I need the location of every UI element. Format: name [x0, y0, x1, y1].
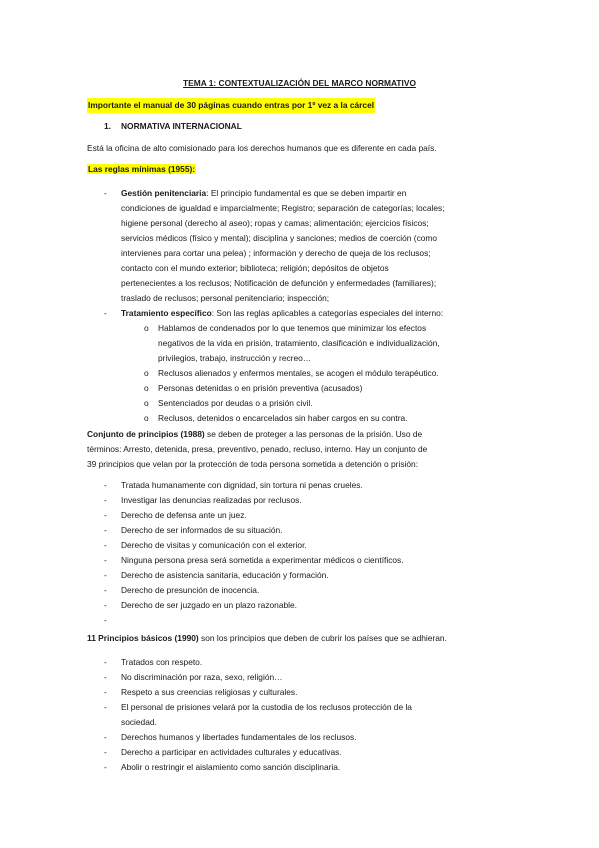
dash-bullet: -: [104, 687, 107, 697]
dash-bullet: -: [104, 188, 107, 198]
list-item: - Derecho de asistencia sanitaria, educación y formación.: [104, 568, 518, 583]
list-item: - Derecho de ser informados de su situación.: [104, 523, 518, 538]
conjunto-heading: Conjunto de principios (1988): [87, 429, 205, 439]
conjunto-list: [104, 478, 518, 625]
dash-bullet: -: [104, 540, 107, 550]
conjunto-paragraph: Conjunto de principios (1988) se deben de proteger a las personas de la prisión. Uso de términos: Arresto, detenida, presa, preventivo, penado, recluso, interno. Hay un conjunto de 39 principios que velan por la protección de toda persona sometida a detención o prisión:: [87, 429, 428, 469]
circle-bullet: o: [144, 413, 149, 423]
dash-bullet: -: [104, 615, 107, 625]
list-item: - Tratados con respeto.: [104, 655, 518, 670]
circle-bullet: o: [144, 323, 149, 333]
dash-bullet: -: [104, 732, 107, 742]
item-term: Gestión penitenciaria: [121, 188, 207, 198]
dash-bullet: -: [104, 495, 107, 505]
section-title: NORMATIVA INTERNACIONAL: [121, 121, 242, 131]
list-item: - Derecho de visitas y comunicación con el exterior.: [104, 538, 518, 553]
tratamiento-sublist: [144, 321, 514, 426]
circle-bullet: o: [144, 368, 149, 378]
dash-bullet: -: [104, 600, 107, 610]
list-item: - Derecho a participar en actividades culturales y educativas.: [104, 745, 518, 760]
dash-bullet: -: [104, 702, 107, 712]
basicos-paragraph: 11 Principios básicos (1990) son los principios que deben de cubrir los países que se adhieran.: [87, 633, 447, 643]
list-item: - El personal de prisiones velará por la custodia de los reclusos protección de la sociedad.: [104, 702, 412, 727]
dash-bullet: -: [104, 762, 107, 772]
list-item: - Respeto a sus creencias religiosas y culturales.: [104, 685, 518, 700]
list-item: - Investigar las denuncias realizadas por reclusos.: [104, 493, 518, 508]
dash-bullet: -: [104, 570, 107, 580]
dash-bullet: -: [104, 585, 107, 595]
sub-list-item: o Reclusos alienados y enfermos mentales, se acogen el módulo terapéutico.: [144, 366, 514, 381]
reglas-heading-text: Las reglas mínimas (1955):: [88, 164, 196, 174]
list-item: - No discriminación por raza, sexo, religión…: [104, 670, 518, 685]
list-item: - Derecho de presunción de inocencia.: [104, 583, 518, 598]
list-item: - Abolir o restringir el aislamiento como sanción disciplinaria.: [104, 760, 518, 775]
basicos-heading: 11 Principios básicos (1990): [87, 633, 199, 643]
section-heading: [104, 119, 242, 134]
item-term: Tratamiento específico: [121, 308, 212, 318]
sub-list-item: o Personas detenidas o en prisión preventiva (acusados): [144, 381, 514, 396]
list-item: - Derechos humanos y libertades fundamentales de los reclusos.: [104, 730, 518, 745]
sub-list-item: o Reclusos, detenidos o encarcelados sin haber cargos en su contra.: [144, 411, 514, 426]
document-title: TEMA 1: CONTEXTUALIZACIÓN DEL MARCO NORMATIVO: [183, 78, 416, 88]
reglas-list: [104, 186, 518, 321]
list-item: - Ninguna persona presa será sometida a experimentar médicos o científicos.: [104, 553, 518, 568]
dash-bullet: -: [104, 308, 107, 318]
circle-bullet: o: [144, 383, 149, 393]
list-item: - Derecho de ser juzgado en un plazo razonable.: [104, 598, 518, 613]
dash-bullet: -: [104, 657, 107, 667]
sub-list-item: o Hablamos de condenados por lo que tenemos que minimizar los efectos negativos de la vida en prisión, tratamiento, clasificación e individualización, privilegios, trabajo, instrucción y recreo…: [144, 323, 440, 363]
dash-bullet: -: [104, 510, 107, 520]
section-number: 1.: [104, 121, 111, 131]
important-note: Importante el manual de 30 páginas cuando entras por 1º vez a la cárcel: [87, 98, 375, 113]
circle-bullet: o: [144, 398, 149, 408]
intro-paragraph: Está la oficina de alto comisionado para los derechos humanos que es diferente en cada país.: [87, 143, 437, 153]
reglas-heading: [87, 162, 196, 177]
sub-list-item: o Sentenciados por deudas o a prisión civil.: [144, 396, 514, 411]
list-item: - Tratamiento específico: Son las reglas aplicables a categorías especiales del interno:: [104, 306, 518, 321]
dash-bullet: -: [104, 525, 107, 535]
basicos-list: [104, 655, 518, 775]
dash-bullet: -: [104, 672, 107, 682]
dash-bullet: -: [104, 480, 107, 490]
list-item: - Tratada humanamente con dignidad, sin tortura ni penas crueles.: [104, 478, 518, 493]
dash-bullet: -: [104, 747, 107, 757]
list-item: - Derecho de defensa ante un juez.: [104, 508, 518, 523]
dash-bullet: -: [104, 555, 107, 565]
list-item: - Gestión penitenciaria: El principio fundamental es que se deben impartir en condiciones de igualdad e imparcialmente; Registro; separación de categorías; locales; higiene personal (derecho al aseo); ropas y camas; alimentación; ejercicios físicos; servicios médicos (físico y mental); disciplina y sanciones; medios de coerción (como intervienes para cortar una pelea) ; información y derecho de queja de los reclusos; contacto con el mundo exterior; biblioteca; religión; depósitos de objetos pertenecientes a los reclusos; Notificación de defunción y enfermedades (familiares); traslado de reclusos; personal penitenciario; inspección;: [104, 188, 445, 303]
